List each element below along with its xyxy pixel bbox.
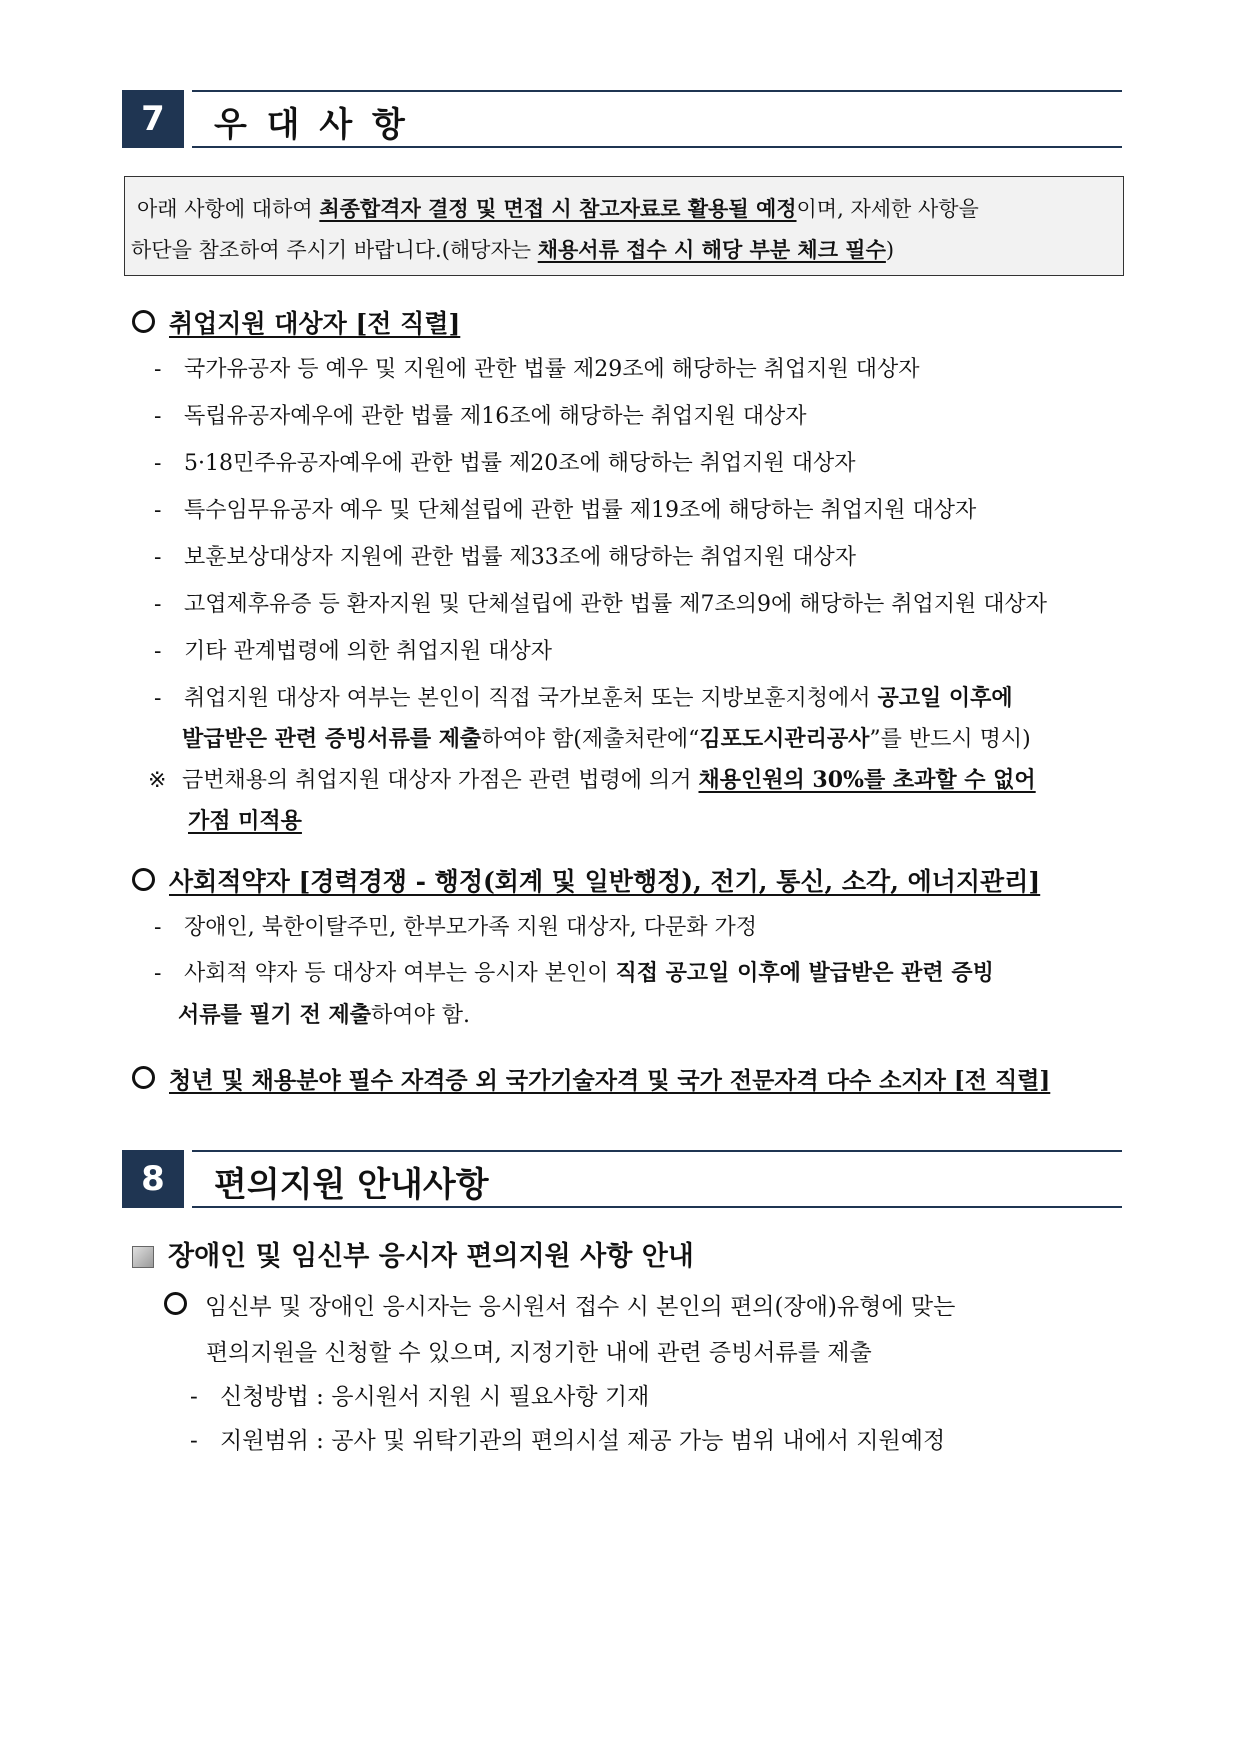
reference-emphasis: 채용인원의 30%를 초과할 수 없어 — [698, 767, 1036, 793]
list-item — [154, 956, 994, 987]
list-item-continued — [178, 998, 470, 1029]
list-item — [154, 493, 976, 524]
list-item-text: 지원범위 : 공사 및 위탁기관의 편의시설 제공 가능 범위 내에서 지원예정 — [220, 1428, 946, 1454]
notice-emphasis: 최종합격자 결정 및 면접 시 참고자료로 활용될 예정 — [319, 196, 797, 221]
dash-bullet: - — [154, 639, 162, 664]
list-item-text: ”를 반드시 명시) — [869, 727, 1031, 752]
section-title: 우 대 사 항 — [214, 105, 409, 145]
list-item-text: 보훈보상대상자 지원에 관한 법률 제33조에 해당하는 취업지원 대상자 — [184, 545, 857, 570]
list-item-text: 5·18민주유공자예우에 관한 법률 제20조에 해당하는 취업지원 대상자 — [184, 451, 856, 476]
group-heading — [132, 862, 1040, 898]
section-bottom-rule — [192, 1206, 1122, 1208]
section-top-rule — [192, 90, 1122, 92]
list-item-text: 신청방법 : 응시원서 지원 시 필요사항 기재 — [220, 1384, 650, 1410]
list-item-emphasis: 김포도시관리공사 — [699, 726, 870, 752]
section-number: 7 — [122, 90, 184, 148]
dash-bullet: - — [154, 961, 162, 986]
dash-bullet: - — [154, 451, 162, 476]
dash-bullet: - — [154, 545, 162, 570]
notice-text: 이며, 자세한 사항을 — [796, 197, 979, 221]
list-item — [154, 540, 856, 571]
list-item-emphasis: 공고일 이후에 — [877, 685, 1013, 711]
list-item-text: 독립유공자예우에 관한 법률 제16조에 해당하는 취업지원 대상자 — [184, 404, 807, 429]
group-heading — [132, 304, 460, 340]
subsection-heading — [132, 1234, 694, 1273]
list-item-text: 하여야 함. — [371, 1003, 470, 1028]
notice-line-2 — [131, 234, 894, 264]
section-top-rule — [192, 1150, 1122, 1152]
notice-line-1 — [137, 193, 979, 223]
list-item — [154, 910, 757, 941]
reference-note — [148, 763, 1036, 794]
list-item — [154, 399, 807, 430]
dash-bullet: - — [154, 686, 162, 711]
dash-bullet: - — [154, 357, 162, 382]
list-item — [190, 1422, 945, 1455]
paragraph — [164, 1288, 955, 1321]
paragraph-text: 임신부 및 장애인 응시자는 응시원서 접수 시 본인의 편의(장애)유형에 맞는 — [205, 1294, 956, 1320]
dash-bullet: - — [154, 915, 162, 940]
notice-text: 아래 사항에 대하여 — [137, 197, 320, 221]
list-item-emphasis: 직접 공고일 이후에 발급받은 관련 증빙 — [615, 960, 994, 986]
list-item-text: 사회적 약자 등 대상자 여부는 응시자 본인이 — [184, 961, 616, 986]
group-heading-text: 사회적약자 [경력경쟁 - 행정(회계 및 일반행정), 전기, 통신, 소각, 에너지관리] — [169, 867, 1041, 896]
subsection-heading-text: 장애인 및 임신부 응시자 편의지원 사항 안내 — [168, 1241, 694, 1272]
group-heading-text: 취업지원 대상자 [전 직렬] — [169, 309, 461, 338]
notice-emphasis: 채용서류 접수 시 해당 부분 체크 필수 — [537, 237, 886, 262]
list-item-emphasis: 발급받은 관련 증빙서류를 제출 — [182, 726, 482, 752]
list-item — [154, 681, 1013, 712]
reference-text: 금번채용의 취업지원 대상자 가점은 관련 법령에 의거 — [182, 768, 699, 793]
notice-text: ) — [885, 238, 895, 262]
list-item-text: 특수임무유공자 예우 및 단체설립에 관한 법률 제19조에 해당하는 취업지원 대상자 — [184, 498, 977, 523]
group-heading-text: 청년 및 채용분야 필수 자격증 외 국가기술자격 및 국가 전문자격 다수 소지자 [전 직렬] — [169, 1067, 1051, 1094]
notice-text: 하단을 참조하여 주시기 바랍니다.(해당자는 — [131, 238, 538, 262]
list-item-text: 하여야 함(제출처란에“ — [481, 727, 700, 752]
list-item-text: 기타 관계법령에 의한 취업지원 대상자 — [184, 639, 553, 664]
square-bullet-icon — [132, 1246, 154, 1268]
paragraph-continued: 편의지원을 신청할 수 있으며, 지정기한 내에 관련 증빙서류를 제출 — [206, 1340, 872, 1366]
section-title: 편의지원 안내사항 — [214, 1165, 489, 1205]
reference-emphasis: 가점 미적용 — [188, 808, 302, 834]
notice-box — [124, 176, 1124, 276]
circle-bullet-icon — [132, 1066, 155, 1089]
list-item-text: 취업지원 대상자 여부는 본인이 직접 국가보훈처 또는 지방보훈지청에서 — [184, 686, 878, 711]
reference-note-continued — [188, 804, 302, 835]
section-bottom-rule — [192, 146, 1122, 148]
dash-bullet: - — [154, 498, 162, 523]
list-item-continued — [182, 722, 1031, 753]
dash-bullet: - — [154, 592, 162, 617]
list-item-text: 국가유공자 등 예우 및 지원에 관한 법률 제29조에 해당하는 취업지원 대상자 — [184, 357, 920, 382]
list-item — [154, 352, 920, 383]
list-item-emphasis: 서류를 필기 전 제출 — [178, 1002, 371, 1028]
group-heading — [132, 1062, 1050, 1095]
dash-bullet: - — [154, 404, 162, 429]
dash-bullet: - — [190, 1428, 198, 1454]
list-item-text: 고엽제후유증 등 환자지원 및 단체설립에 관한 법률 제7조의9에 해당하는 취업지원 대상자 — [184, 592, 1048, 617]
reference-mark: ※ — [148, 768, 167, 793]
list-item — [154, 587, 1047, 618]
list-item — [190, 1378, 649, 1411]
list-item — [154, 634, 552, 665]
circle-bullet-icon — [132, 310, 155, 333]
list-item-text: 장애인, 북한이탈주민, 한부모가족 지원 대상자, 다문화 가정 — [184, 915, 757, 940]
section-number: 8 — [122, 1150, 184, 1208]
circle-bullet-icon — [132, 868, 155, 891]
circle-bullet-icon — [164, 1292, 187, 1315]
dash-bullet: - — [190, 1384, 198, 1410]
list-item — [154, 446, 856, 477]
